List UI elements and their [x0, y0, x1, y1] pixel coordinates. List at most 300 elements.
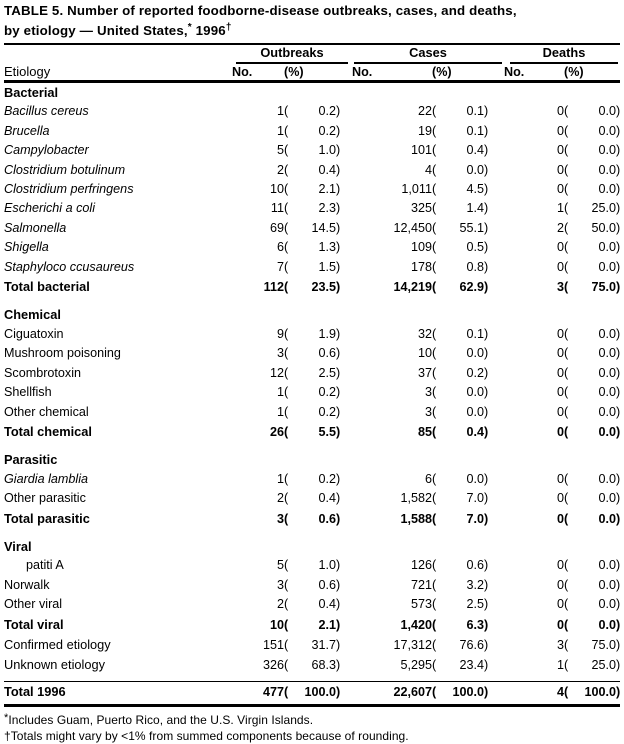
- total-row-label: Total chemical: [4, 423, 92, 439]
- cases-pct: [432, 344, 504, 363]
- outbreaks-pct: [284, 277, 352, 297]
- outbreaks-no: 9: [276, 326, 284, 341]
- paren-open: (: [564, 577, 569, 592]
- empty-cell: [504, 537, 564, 556]
- table-row: [4, 238, 620, 257]
- table-body: [4, 83, 620, 702]
- outbreaks-pct: [284, 383, 352, 402]
- paren-close: ): [484, 424, 489, 439]
- paren-close: ): [484, 597, 489, 612]
- paren-close: ): [484, 577, 489, 592]
- cases-no: 6: [424, 471, 432, 486]
- deaths-pct: [564, 489, 620, 508]
- cases-no: 573: [410, 597, 432, 612]
- cases-pct: [432, 277, 504, 297]
- deaths-pct-value: 0.0: [598, 491, 616, 506]
- paren-close: ): [484, 617, 489, 632]
- paren-close: ): [616, 558, 621, 573]
- empty-cell: [284, 537, 352, 556]
- deaths-no: 4: [504, 681, 564, 702]
- paren-open: (: [564, 240, 569, 255]
- empty-cell: [564, 450, 620, 469]
- paren-open: (: [564, 658, 569, 673]
- cases-no: 721: [410, 577, 432, 592]
- paren-open: (: [432, 280, 437, 295]
- row-spacer: [4, 442, 620, 450]
- paren-close: ): [484, 684, 489, 699]
- paren-close: ): [484, 658, 489, 673]
- deaths-no: 0: [556, 511, 564, 526]
- deaths-no: 0: [556, 385, 564, 400]
- cases-pct: [432, 615, 504, 635]
- header-group-row: [4, 45, 620, 64]
- cases-no: 3: [424, 404, 432, 419]
- cases-pct-value: 0.0: [466, 346, 484, 361]
- etiology-label: patiti A: [26, 558, 64, 573]
- paren-close: ): [484, 471, 489, 486]
- outbreaks-pct: [284, 470, 352, 489]
- paren-open: (: [432, 684, 437, 699]
- paren-close: ): [484, 385, 489, 400]
- table-row: [4, 403, 620, 422]
- cases-pct: [432, 258, 504, 277]
- cases-pct: [432, 655, 504, 675]
- cases-pct-value: 1.4: [466, 201, 484, 216]
- deaths-no: 0: [556, 240, 564, 255]
- paren-open: (: [284, 259, 289, 274]
- cases-no: 37: [417, 365, 432, 380]
- outbreaks-pct: [284, 635, 352, 655]
- deaths-pct-value: 0.0: [598, 182, 616, 197]
- deaths-pct-value: 0.0: [598, 346, 616, 361]
- footnote-dagger-mark: †: [4, 728, 11, 743]
- paren-close: ): [484, 259, 489, 274]
- deaths-pct: [564, 277, 620, 297]
- outbreaks-pct-value: 0.2: [318, 404, 336, 419]
- deaths-no: 0: [556, 424, 564, 439]
- empty-cell: [504, 450, 564, 469]
- outbreaks-pct-value: 0.6: [318, 511, 336, 526]
- empty-cell: [564, 305, 620, 324]
- outbreaks-no: 151: [262, 637, 284, 652]
- deaths-pct-value: 0.0: [598, 123, 616, 138]
- paren-close: ): [616, 385, 621, 400]
- deaths-pct-value: 0.0: [598, 424, 616, 439]
- deaths-pct-value: 0.0: [598, 104, 616, 119]
- outbreaks-pct: [284, 219, 352, 238]
- paren-close: ): [484, 365, 489, 380]
- outbreaks-pct-value: 31.7: [311, 637, 336, 652]
- paren-open: (: [284, 385, 289, 400]
- footnote-dagger: [4, 729, 620, 744]
- cases-no: 325: [410, 201, 432, 216]
- cases-pct-value: 0.1: [466, 104, 484, 119]
- deaths-pct: [564, 383, 620, 402]
- paren-close: ): [616, 162, 621, 177]
- paren-open: (: [432, 162, 437, 177]
- outbreaks-pct: [284, 403, 352, 422]
- deaths-no: 0: [556, 558, 564, 573]
- outbreaks-pct: [284, 595, 352, 614]
- category-label: Chemical: [4, 307, 61, 323]
- cases-pct: [432, 199, 504, 218]
- cases-pct-value: 0.4: [466, 424, 484, 439]
- cases-pct-value: 0.0: [466, 404, 484, 419]
- paren-open: (: [564, 511, 569, 526]
- header-cases-pct: (%): [432, 65, 452, 79]
- cases-pct: [432, 403, 504, 422]
- deaths-pct: [564, 635, 620, 655]
- deaths-pct: [564, 655, 620, 675]
- outbreaks-pct: [284, 161, 352, 180]
- paren-open: (: [284, 182, 289, 197]
- table-header: [4, 45, 620, 79]
- paren-open: (: [564, 201, 569, 216]
- cases-no: 12,450: [393, 220, 432, 235]
- empty-cell: [352, 305, 432, 324]
- outbreaks-pct-value: 0.2: [318, 385, 336, 400]
- deaths-no: 3: [556, 637, 564, 652]
- header-cases-no: No.: [352, 65, 373, 79]
- paren-close: ): [484, 346, 489, 361]
- outbreaks-pct-value: 1.0: [318, 558, 336, 573]
- etiology-label: Shellfish: [4, 385, 52, 400]
- footnote-marker-dagger: †: [225, 22, 232, 33]
- outbreaks-pct-value: 0.6: [318, 577, 336, 592]
- empty-cell: [432, 450, 504, 469]
- table-row: [4, 422, 620, 442]
- outbreaks-pct-value: 2.3: [318, 201, 336, 216]
- outbreaks-pct: [284, 199, 352, 218]
- deaths-pct: [564, 161, 620, 180]
- paren-close: ): [484, 123, 489, 138]
- paren-open: (: [432, 597, 437, 612]
- table-row: [4, 325, 620, 344]
- cases-pct-value: 7.0: [466, 491, 484, 506]
- paren-open: (: [432, 346, 437, 361]
- empty-cell: [504, 83, 564, 102]
- outbreaks-pct: [284, 364, 352, 383]
- empty-cell: [284, 83, 352, 102]
- deaths-pct: [564, 325, 620, 344]
- paren-close: ): [484, 240, 489, 255]
- table-row: [4, 258, 620, 277]
- etiology-label: Escherichi a coli: [4, 201, 95, 216]
- cases-no: 10: [417, 346, 432, 361]
- paren-close: ): [616, 123, 621, 138]
- deaths-pct: [564, 615, 620, 635]
- deaths-pct: [564, 258, 620, 277]
- paren-open: (: [564, 104, 569, 119]
- paren-close: ): [484, 201, 489, 216]
- paren-close: ): [336, 182, 341, 197]
- paren-close: ): [336, 240, 341, 255]
- paren-close: ): [336, 658, 341, 673]
- paren-open: (: [284, 240, 289, 255]
- table-row: [4, 219, 620, 238]
- paren-open: (: [564, 684, 569, 699]
- cases-no: 22,607: [352, 681, 432, 702]
- cases-pct: [432, 470, 504, 489]
- empty-cell: [232, 537, 284, 556]
- paren-open: (: [284, 597, 289, 612]
- paren-open: (: [284, 220, 289, 235]
- cases-no: 19: [417, 123, 432, 138]
- outbreaks-no: 112: [263, 280, 284, 295]
- etiology-label: Salmonella: [4, 220, 67, 235]
- paren-close: ): [484, 491, 489, 506]
- table-row: [4, 470, 620, 489]
- outbreaks-pct-value: 0.4: [318, 597, 336, 612]
- outbreaks-pct-value: 5.5: [318, 424, 336, 439]
- row-spacer-cell: [4, 529, 620, 537]
- cases-no: 32: [417, 326, 432, 341]
- cases-pct-value: 76.6: [459, 637, 484, 652]
- cases-no: 5,295: [400, 658, 432, 673]
- deaths-pct-value: 0.0: [598, 404, 616, 419]
- deaths-pct-value: 0.0: [598, 259, 616, 274]
- outbreaks-no: 10: [269, 182, 284, 197]
- table-row: [4, 141, 620, 160]
- deaths-pct: [564, 595, 620, 614]
- deaths-pct: [564, 219, 620, 238]
- deaths-pct: [564, 238, 620, 257]
- outbreaks-pct-value: 0.4: [318, 162, 336, 177]
- table-row: [4, 383, 620, 402]
- deaths-no: 0: [556, 259, 564, 274]
- outbreaks-pct-value: 100.0: [304, 684, 336, 699]
- outbreaks-no: 1: [276, 123, 284, 138]
- cases-pct-value: 62.9: [459, 280, 484, 295]
- outbreaks-pct-value: 0.2: [318, 471, 336, 486]
- outbreaks-no: 11: [270, 201, 284, 216]
- cases-pct: [432, 509, 504, 529]
- etiology-label: Unknown etiology: [4, 657, 106, 673]
- cases-pct: [432, 238, 504, 257]
- paren-open: (: [564, 220, 569, 235]
- cases-no: 126: [410, 558, 432, 573]
- paren-open: (: [284, 280, 289, 295]
- deaths-pct-value: 0.0: [598, 365, 616, 380]
- cases-no: 101: [410, 143, 432, 158]
- outbreaks-pct-value: 2.1: [318, 182, 336, 197]
- deaths-pct-value: 0.0: [598, 577, 616, 592]
- row-spacer-cell: [4, 297, 620, 305]
- paren-close: ): [616, 143, 621, 158]
- paren-close: ): [336, 162, 341, 177]
- outbreaks-pct: [284, 180, 352, 199]
- header-group-deaths: Deaths: [504, 45, 620, 64]
- etiology-label: Brucella: [4, 123, 50, 138]
- paren-open: (: [564, 123, 569, 138]
- table-row: [4, 556, 620, 575]
- outbreaks-no: 1: [276, 385, 284, 400]
- paren-close: ): [336, 326, 341, 341]
- paren-open: (: [284, 424, 289, 439]
- deaths-pct: [564, 470, 620, 489]
- paren-open: (: [432, 385, 437, 400]
- outbreaks-pct: [284, 655, 352, 675]
- paren-open: (: [432, 240, 437, 255]
- outbreaks-pct-value: 1.5: [318, 259, 336, 274]
- cases-pct-value: 7.0: [466, 511, 484, 526]
- cases-pct-value: 0.0: [466, 162, 484, 177]
- deaths-pct: [564, 180, 620, 199]
- empty-cell: [352, 83, 432, 102]
- cases-pct: [432, 364, 504, 383]
- cases-no: 1,011: [401, 182, 432, 197]
- paren-close: ): [616, 346, 621, 361]
- paren-close: ): [336, 471, 341, 486]
- deaths-pct-value: 0.0: [598, 471, 616, 486]
- outbreaks-pct-value: 1.3: [318, 240, 336, 255]
- paren-open: (: [432, 577, 437, 592]
- cases-pct: [432, 325, 504, 344]
- deaths-pct-value: 75.0: [591, 280, 616, 295]
- outbreaks-no: 69: [269, 220, 284, 235]
- paren-close: ): [484, 637, 489, 652]
- paren-open: (: [284, 471, 289, 486]
- footnote-dagger-text: Totals might vary by <1% from summed components because of rounding.: [10, 728, 409, 743]
- paren-open: (: [432, 201, 437, 216]
- header-sub-row: [4, 64, 620, 79]
- paren-close: ): [336, 259, 341, 274]
- empty-cell: [432, 305, 504, 324]
- paren-open: (: [284, 143, 289, 158]
- footnotes: [4, 707, 620, 744]
- paren-close: ): [336, 123, 341, 138]
- paren-open: (: [564, 637, 569, 652]
- cases-pct-value: 6.3: [466, 617, 484, 632]
- cases-pct: [432, 576, 504, 595]
- paren-open: (: [564, 326, 569, 341]
- paren-close: ): [336, 143, 341, 158]
- cases-pct-value: 2.5: [466, 597, 484, 612]
- deaths-no: 3: [556, 280, 564, 295]
- paren-close: ): [616, 684, 621, 699]
- outbreaks-pct: [284, 325, 352, 344]
- outbreaks-pct: [284, 576, 352, 595]
- cases-pct-value: 4.5: [466, 182, 484, 197]
- paren-close: ): [336, 617, 341, 632]
- category-row: [4, 305, 620, 324]
- paren-close: ): [336, 201, 341, 216]
- footnote-asterisk-mark: *: [4, 712, 9, 725]
- paren-open: (: [432, 182, 437, 197]
- empty-cell: [232, 450, 284, 469]
- outbreaks-pct-value: 68.3: [311, 658, 336, 673]
- deaths-pct-value: 75.0: [591, 637, 616, 652]
- header-deaths-pct: (%): [564, 65, 584, 79]
- header-outbreaks-pct: (%): [284, 65, 304, 79]
- paren-close: ): [336, 346, 341, 361]
- cases-no: 85: [417, 424, 432, 439]
- cases-pct: [432, 556, 504, 575]
- paren-close: ): [616, 637, 621, 652]
- outbreaks-no: 12: [269, 365, 284, 380]
- category-label: Parasitic: [4, 452, 58, 468]
- deaths-pct-value: 0.0: [598, 597, 616, 612]
- category-label: Viral: [4, 538, 32, 554]
- paren-open: (: [284, 637, 289, 652]
- paren-open: (: [564, 558, 569, 573]
- paren-close: ): [336, 558, 341, 573]
- table-row: [4, 655, 620, 675]
- deaths-no: 1: [556, 201, 564, 216]
- paren-close: ): [616, 577, 621, 592]
- paren-open: (: [284, 365, 289, 380]
- paren-open: (: [564, 346, 569, 361]
- cases-pct-value: 0.6: [466, 558, 484, 573]
- deaths-pct: [564, 576, 620, 595]
- etiology-label: Bacillus cereus: [4, 104, 89, 119]
- cases-pct-value: 0.4: [466, 143, 484, 158]
- paren-open: (: [284, 326, 289, 341]
- header-deaths-no: No.: [504, 65, 525, 79]
- empty-cell: [284, 450, 352, 469]
- paren-open: (: [432, 326, 437, 341]
- outbreaks-no: 1: [276, 404, 284, 419]
- outbreaks-no: 7: [276, 259, 284, 274]
- paren-open: (: [284, 104, 289, 119]
- paren-open: (: [432, 558, 437, 573]
- cases-pct: [432, 122, 504, 141]
- deaths-pct-value: 0.0: [598, 385, 616, 400]
- empty-cell: [564, 537, 620, 556]
- outbreaks-pct-value: 2.5: [318, 365, 336, 380]
- deaths-pct-value: 0.0: [598, 511, 616, 526]
- paren-open: (: [284, 511, 289, 526]
- paren-close: ): [484, 280, 489, 295]
- paren-close: ): [616, 471, 621, 486]
- paren-close: ): [616, 220, 621, 235]
- deaths-no: 0: [556, 365, 564, 380]
- paren-open: (: [564, 143, 569, 158]
- cases-no: 1,582: [400, 491, 432, 506]
- paren-close: ): [336, 220, 341, 235]
- deaths-pct-value: 0.0: [598, 326, 616, 341]
- paren-open: (: [432, 143, 437, 158]
- cases-no: 109: [410, 240, 432, 255]
- cases-pct: [432, 635, 504, 655]
- deaths-pct: [564, 141, 620, 160]
- outbreaks-no: 10: [269, 617, 284, 632]
- deaths-pct-value: 0.0: [598, 162, 616, 177]
- etiology-label: Other viral: [4, 597, 63, 612]
- paren-open: (: [564, 491, 569, 506]
- paren-open: (: [284, 577, 289, 592]
- paren-open: (: [432, 220, 437, 235]
- cases-no: 22: [417, 104, 432, 119]
- outbreaks-pct-value: 0.6: [318, 346, 336, 361]
- footnote-marker-asterisk: *: [187, 22, 192, 33]
- empty-cell: [564, 83, 620, 102]
- cases-pct-value: 0.1: [466, 123, 484, 138]
- deaths-pct: [564, 102, 620, 121]
- empty-cell: [232, 83, 284, 102]
- paren-open: (: [432, 424, 437, 439]
- footnote-asterisk: [4, 711, 620, 729]
- etiology-label: Campylobacter: [4, 143, 89, 158]
- paren-open: (: [284, 162, 289, 177]
- deaths-pct-value: 0.0: [598, 617, 616, 632]
- paren-close: ): [616, 326, 621, 341]
- cases-no: 4: [424, 162, 432, 177]
- deaths-pct-value: 0.0: [598, 143, 616, 158]
- category-row: [4, 450, 620, 469]
- cases-no: 178: [410, 259, 432, 274]
- header-group-outbreaks: Outbreaks: [232, 45, 352, 64]
